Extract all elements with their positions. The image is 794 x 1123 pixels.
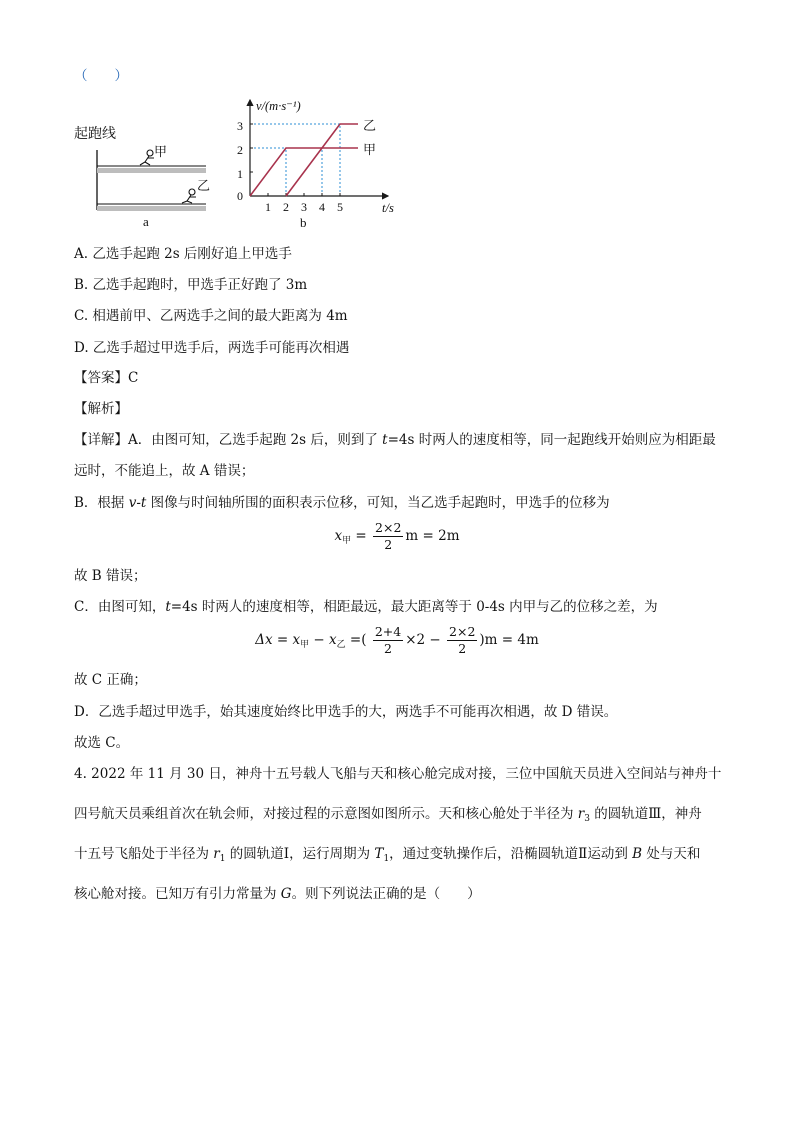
start-line-label: 起跑线: [74, 127, 116, 142]
fraction-numerator: 2×2: [449, 624, 476, 639]
formula-c-eq: =(: [345, 632, 367, 648]
series-legend-yi: 乙: [363, 118, 377, 133]
question4-line4: [74, 884, 481, 904]
lane-top-hatch: [97, 168, 206, 173]
detail-c-text: =4s 时两人的速度相等，相距最远，最大距离等于 0-4s 内甲与乙的位移之差，为: [170, 599, 658, 615]
lane-bottom-hatch: [97, 206, 206, 211]
formula-c-minus: − x: [309, 632, 337, 648]
series-legend-jia: 甲: [363, 142, 377, 157]
fraction-numerator: 2×2: [375, 520, 402, 535]
question4-text: 的圆轨道Ⅰ，运行周期为: [225, 846, 375, 862]
figure-a-track: [70, 118, 220, 228]
period-symbol: T: [374, 846, 384, 862]
y-axis-label: v/(m·s⁻¹): [256, 99, 301, 113]
formula-b-sub: 甲: [342, 536, 352, 546]
y-tick-label: 0: [237, 189, 243, 203]
time-symbol: t: [382, 432, 388, 448]
x-axis-label: t/s: [382, 201, 394, 215]
radius-symbol: r: [213, 846, 220, 862]
figure-a-caption: a: [143, 214, 149, 228]
detail-b-text: 图像与时间轴所围的面积表示位移，可知，当乙选手起跑时，甲选手的位移为: [146, 495, 610, 511]
fraction-numerator: 2+4: [374, 624, 402, 639]
detail-a-line1: [74, 430, 716, 450]
radius-subscript: 1: [219, 854, 226, 864]
formula-c-fraction1: [373, 624, 403, 657]
vt-symbol: v-t: [128, 495, 147, 511]
detail-a-line2: 远时，不能追上，故 A 错误；: [74, 463, 255, 479]
detail-c-line1: [74, 597, 658, 617]
option-d: D. 乙选手超过甲选手后，两选手可能再次相遇: [74, 340, 350, 356]
y-tick-label: 3: [237, 119, 243, 133]
runner-jia-icon: [140, 150, 154, 165]
detail-c-end: 故 C 正确；: [74, 672, 147, 688]
x-tick-label: 4: [319, 200, 325, 214]
question4-line1: 4. 2022 年 11 月 30 日，神舟十五号载人飞船与天和核心舱完成对接，三位中国航天员进入空间站与神舟十: [74, 766, 722, 782]
formula-c-result: )m = 4m: [479, 632, 539, 648]
formula-c-sub1: 甲: [300, 640, 310, 650]
option-b: B. 乙选手起跑时，甲选手正好跑了 3m: [74, 277, 308, 293]
x-tick-label: 2: [283, 200, 289, 214]
question-bracket: [74, 66, 128, 86]
runner-jia-label: 甲: [154, 144, 168, 159]
answer-label: 【答案】: [74, 370, 128, 386]
option-a: A. 乙选手起跑 2s 后刚好追上甲选手: [74, 246, 292, 262]
formula-c-mid: ×2 −: [405, 632, 441, 648]
fraction-denominator: 2: [384, 537, 393, 552]
answer-value: C: [128, 370, 139, 386]
fraction-denominator: 2: [384, 641, 392, 656]
detail-d: D．乙选手超过甲选手，始其速度始终比甲选手的大，两选手不可能再次相遇，故 D 错误。: [74, 704, 618, 720]
runner-yi-label: 乙: [197, 178, 211, 193]
x-tick-label: 1: [265, 200, 271, 214]
question4-text: 四号航天员乘组首次在轨会师，对接过程的示意图如图所示。天和核心舱处于半径为: [74, 806, 578, 822]
answer-bracket: （ ）: [74, 68, 128, 84]
figure-b-caption: b: [300, 215, 307, 230]
runner-yi-icon: [182, 189, 196, 203]
question4-line2: [74, 804, 702, 829]
fraction-denominator: 2: [458, 641, 467, 656]
detail-c-text: C．由图可知，: [74, 599, 166, 615]
question4-line3: [74, 844, 700, 869]
formula-b-equals: =: [355, 528, 367, 544]
y-tick-label: 2: [237, 143, 243, 157]
formula-b: [0, 520, 794, 553]
gravity-constant-symbol: G: [280, 886, 292, 902]
figure-b-vt-chart: [232, 96, 412, 232]
formula-c-lhs: Δx = x: [255, 632, 301, 648]
question4-text: 处与天和: [642, 846, 701, 862]
period-subscript: 1: [383, 854, 390, 864]
question4-text: 。则下列说法正确的是（ ）: [291, 886, 481, 902]
x-tick-label: 5: [337, 200, 343, 214]
detail-b-text: B．根据: [74, 495, 129, 511]
formula-c-fraction2: [447, 624, 477, 657]
question4-text: 的圆轨道Ⅲ，神舟: [590, 806, 702, 822]
detail-b-line1: [74, 493, 610, 513]
formula-b-x: x: [334, 528, 343, 544]
x-tick-label: 3: [301, 200, 307, 214]
time-symbol: t: [165, 599, 171, 615]
answer-line: [74, 368, 138, 388]
question4-text: ，通过变轨操作后，沿椭圆轨道Ⅱ运动到: [389, 846, 633, 862]
formula-b-result: m = 2m: [405, 528, 460, 544]
detail-label: 【详解】: [74, 432, 128, 448]
point-b-symbol: B: [632, 846, 643, 862]
detail-a-text: A．由图可知，乙选手起跑 2s 后，则到了: [128, 432, 383, 448]
detail-a-text: =4s 时两人的速度相等，同一起跑线开始则应为相距最: [387, 432, 716, 448]
option-c: C. 相遇前甲、乙两选手之间的最大距离为 4m: [74, 308, 348, 324]
analysis-label: 【解析】: [74, 401, 128, 417]
question4-text: 十五号飞船处于半径为: [74, 846, 214, 862]
detail-b-end: 故 B 错误；: [74, 568, 147, 584]
radius-subscript: 3: [584, 814, 590, 824]
formula-b-fraction: [373, 520, 403, 553]
radius-symbol: r: [577, 806, 585, 822]
y-tick-label: 1: [237, 167, 243, 181]
conclusion: 故选 C。: [74, 735, 130, 751]
formula-c-sub2: 乙: [336, 640, 346, 650]
question4-text: 核心舱对接。已知万有引力常量为: [74, 886, 281, 902]
formula-c: [0, 624, 794, 657]
